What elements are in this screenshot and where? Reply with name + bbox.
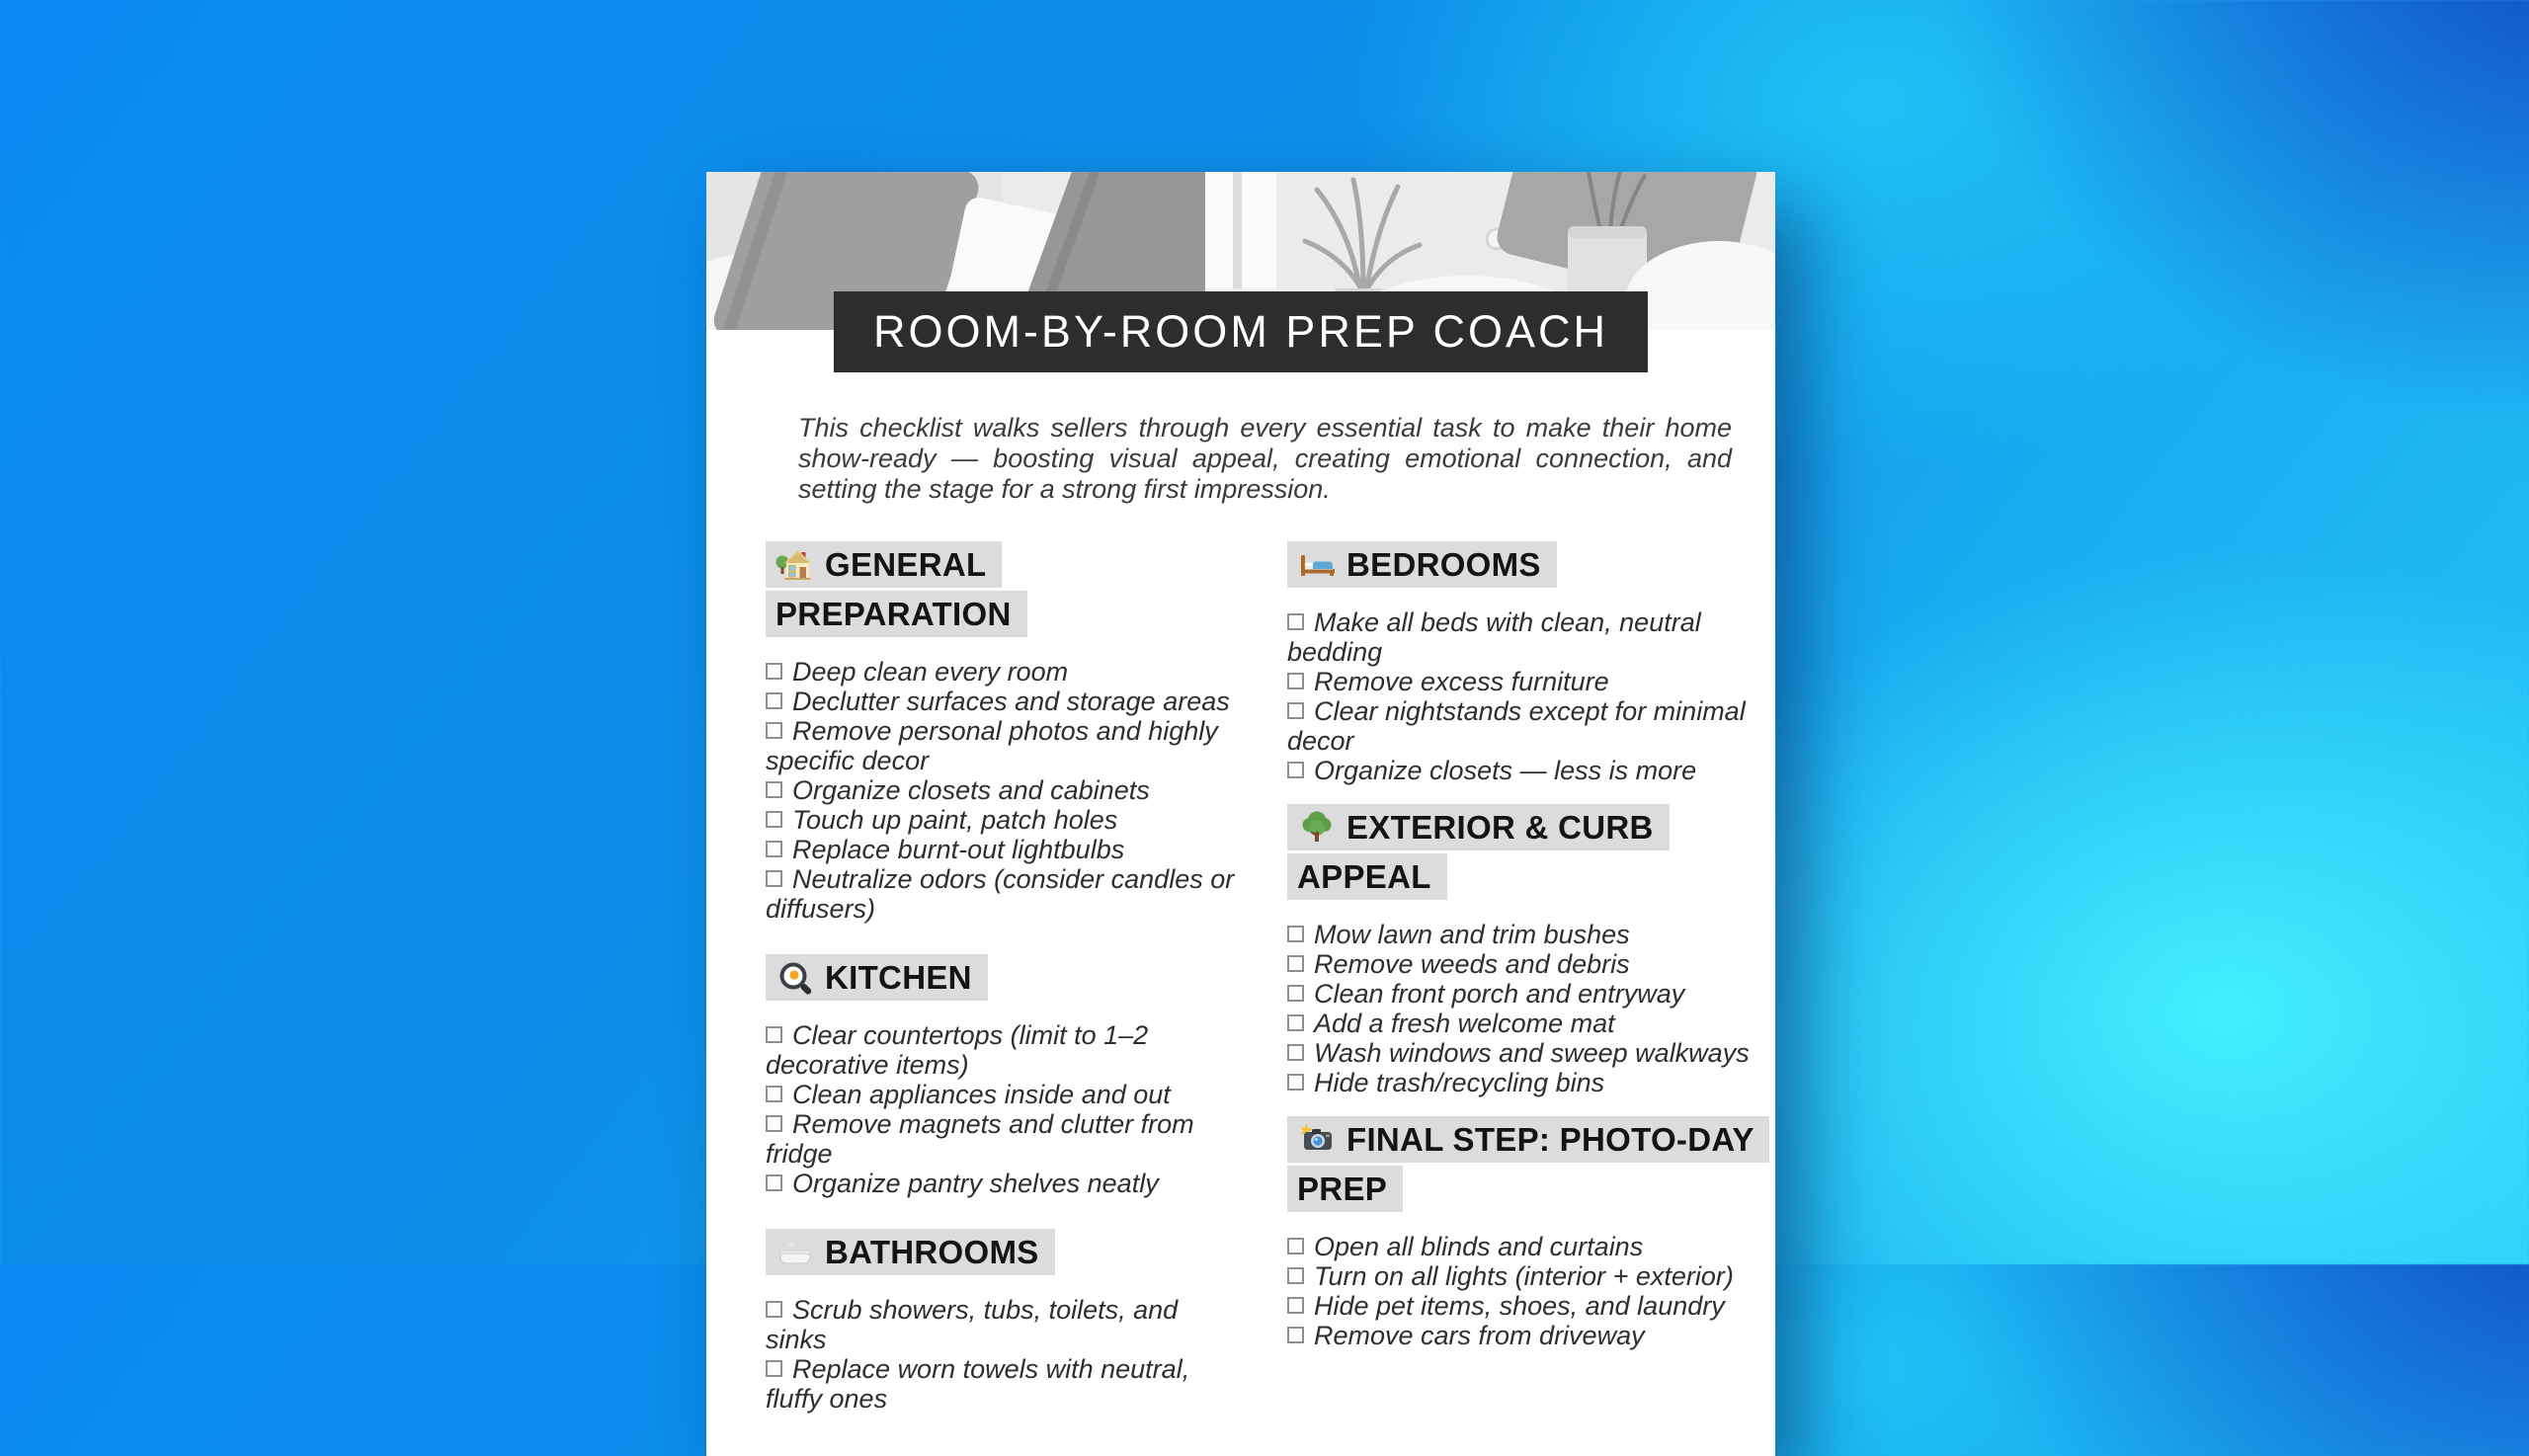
checklist-item bbox=[766, 1109, 1244, 1169]
section-title: EXTERIOR & CURB APPEAL bbox=[1297, 809, 1654, 895]
item-text: Scrub showers, tubs, toilets, and sinks bbox=[766, 1295, 1179, 1354]
checklist-item bbox=[766, 805, 1244, 835]
checklist bbox=[1287, 607, 1767, 785]
item-text: Wash windows and sweep walkways bbox=[1314, 1038, 1750, 1068]
section-heading-box bbox=[1287, 1116, 1769, 1212]
right-column bbox=[1287, 540, 1767, 1443]
checklist-item bbox=[766, 864, 1244, 924]
section-heading-box bbox=[766, 954, 988, 1001]
section-bedrooms bbox=[1287, 540, 1767, 785]
camera-flash-icon bbox=[1297, 1120, 1337, 1160]
checklist-item bbox=[1287, 1261, 1767, 1291]
checkbox-icon bbox=[766, 692, 782, 709]
bathtub-icon bbox=[775, 1233, 815, 1272]
checkbox-icon bbox=[1287, 985, 1304, 1002]
tree-icon bbox=[1297, 808, 1337, 848]
checklist bbox=[1287, 1232, 1767, 1350]
checkbox-icon bbox=[766, 870, 782, 887]
checkbox-icon bbox=[766, 1086, 782, 1102]
checklist-item bbox=[766, 1080, 1244, 1109]
item-text: Remove weeds and debris bbox=[1314, 949, 1630, 979]
intro-paragraph: This checklist walks sellers through every essential task to make their home show-ready — boosting visual appeal, creating emotional connection, and setting the stage for a strong first impression. bbox=[798, 413, 1732, 504]
section-exterior-curb-appeal bbox=[1287, 803, 1767, 1097]
checkbox-icon bbox=[1287, 1327, 1304, 1343]
item-text: Organize pantry shelves neatly bbox=[792, 1169, 1159, 1198]
section-general-preparation bbox=[766, 540, 1244, 924]
checkbox-icon bbox=[1287, 673, 1304, 689]
checkbox-icon bbox=[766, 1115, 782, 1132]
section-heading-box bbox=[766, 1229, 1055, 1275]
section-heading bbox=[1287, 1115, 1767, 1214]
checkbox-icon bbox=[766, 841, 782, 857]
checklist bbox=[766, 1295, 1244, 1414]
item-text: Deep clean every room bbox=[792, 657, 1069, 687]
section-title: BATHROOMS bbox=[825, 1234, 1039, 1270]
checklist-item bbox=[766, 657, 1244, 687]
checklist-item bbox=[1287, 607, 1767, 667]
item-text: Hide pet items, shoes, and laundry bbox=[1314, 1291, 1725, 1321]
checklist-item bbox=[1287, 756, 1767, 785]
section-heading bbox=[1287, 803, 1767, 902]
checklist-columns bbox=[706, 540, 1775, 1443]
section-heading bbox=[1287, 540, 1767, 590]
section-title: FINAL STEP: PHOTO-DAY PREP bbox=[1297, 1121, 1754, 1207]
item-text: Hide trash/recycling bins bbox=[1314, 1068, 1605, 1097]
checklist-item bbox=[766, 835, 1244, 864]
checklist-item bbox=[766, 1020, 1244, 1080]
item-text: Make all beds with clean, neutral bedding bbox=[1287, 607, 1701, 667]
checkbox-icon bbox=[766, 722, 782, 739]
item-text: Touch up paint, patch holes bbox=[792, 805, 1118, 835]
item-text: Mow lawn and trim bushes bbox=[1314, 920, 1630, 949]
checkbox-icon bbox=[1287, 955, 1304, 972]
house-icon bbox=[775, 545, 815, 585]
section-title: BEDROOMS bbox=[1346, 546, 1541, 583]
checkbox-icon bbox=[766, 663, 782, 680]
checklist-item bbox=[1287, 667, 1767, 696]
checkbox-icon bbox=[1287, 1267, 1304, 1284]
checkbox-icon bbox=[766, 1360, 782, 1377]
checkbox-icon bbox=[1287, 613, 1304, 630]
section-heading-box bbox=[1287, 541, 1557, 588]
checklist-item bbox=[766, 1354, 1244, 1414]
item-text: Clean appliances inside and out bbox=[792, 1080, 1171, 1109]
section-bathrooms bbox=[766, 1228, 1244, 1414]
frying-pan-icon bbox=[775, 958, 815, 998]
section-heading bbox=[766, 1228, 1244, 1277]
checklist-item bbox=[1287, 920, 1767, 949]
section-kitchen bbox=[766, 953, 1244, 1198]
item-text: Clean front porch and entryway bbox=[1314, 979, 1685, 1009]
item-text: Remove magnets and clutter from fridge bbox=[766, 1109, 1194, 1169]
item-text: Clear countertops (limit to 1–2 decorative items) bbox=[766, 1020, 1149, 1080]
checklist-item bbox=[1287, 979, 1767, 1009]
item-text: Organize closets and cabinets bbox=[792, 775, 1150, 805]
checklist-item bbox=[1287, 1009, 1767, 1038]
checklist-item bbox=[1287, 1232, 1767, 1261]
section-final-step-photo-day-prep bbox=[1287, 1115, 1767, 1350]
checkbox-icon bbox=[766, 1026, 782, 1043]
item-text: Organize closets — less is more bbox=[1314, 756, 1697, 785]
checkbox-icon bbox=[766, 811, 782, 828]
checklist-item bbox=[1287, 1068, 1767, 1097]
item-text: Neutralize odors (consider candles or diffusers) bbox=[766, 864, 1235, 924]
item-text: Turn on all lights (interior + exterior) bbox=[1314, 1261, 1734, 1291]
item-text: Replace burnt-out lightbulbs bbox=[792, 835, 1125, 864]
page-title: ROOM-BY-ROOM PREP COACH bbox=[872, 306, 1609, 357]
bed-icon bbox=[1297, 545, 1337, 585]
checkbox-icon bbox=[1287, 1074, 1304, 1091]
item-text: Remove excess furniture bbox=[1314, 667, 1609, 696]
checklist-item bbox=[1287, 1321, 1767, 1350]
checkbox-icon bbox=[1287, 762, 1304, 778]
checkbox-icon bbox=[1287, 1297, 1304, 1314]
checkbox-icon bbox=[1287, 1238, 1304, 1254]
checklist-document bbox=[706, 172, 1775, 1456]
item-text: Add a fresh welcome mat bbox=[1314, 1009, 1615, 1038]
checklist bbox=[766, 657, 1244, 924]
checklist-item bbox=[766, 1295, 1244, 1354]
checkbox-icon bbox=[1287, 926, 1304, 942]
checklist bbox=[766, 1020, 1244, 1198]
item-text: Remove personal photos and highly specific decor bbox=[766, 716, 1218, 775]
checkbox-icon bbox=[766, 781, 782, 798]
item-text: Open all blinds and curtains bbox=[1314, 1232, 1644, 1261]
section-heading-box bbox=[766, 541, 1027, 637]
checkbox-icon bbox=[766, 1174, 782, 1191]
item-text: Clear nightstands except for minimal decor bbox=[1287, 696, 1746, 756]
checkbox-icon bbox=[1287, 1014, 1304, 1031]
document-title-banner bbox=[834, 291, 1648, 372]
checkbox-icon bbox=[766, 1301, 782, 1318]
checkbox-icon bbox=[1287, 1044, 1304, 1061]
checklist-item bbox=[766, 687, 1244, 716]
checklist-item bbox=[1287, 1038, 1767, 1068]
section-heading bbox=[766, 540, 1244, 639]
section-heading-box bbox=[1287, 804, 1670, 900]
checklist-item bbox=[766, 775, 1244, 805]
item-text: Remove cars from driveway bbox=[1314, 1321, 1645, 1350]
checklist-item bbox=[1287, 696, 1767, 756]
item-text: Declutter surfaces and storage areas bbox=[792, 687, 1230, 716]
section-heading bbox=[766, 953, 1244, 1003]
section-title: GENERAL PREPARATION bbox=[775, 546, 1012, 632]
item-text: Replace worn towels with neutral, fluffy ones bbox=[766, 1354, 1190, 1414]
checklist bbox=[1287, 920, 1767, 1097]
checkbox-icon bbox=[1287, 702, 1304, 719]
checklist-item bbox=[766, 716, 1244, 775]
checklist-item bbox=[1287, 1291, 1767, 1321]
checklist-item bbox=[1287, 949, 1767, 979]
left-column bbox=[766, 540, 1244, 1443]
section-title: KITCHEN bbox=[825, 959, 972, 996]
checklist-item bbox=[766, 1169, 1244, 1198]
